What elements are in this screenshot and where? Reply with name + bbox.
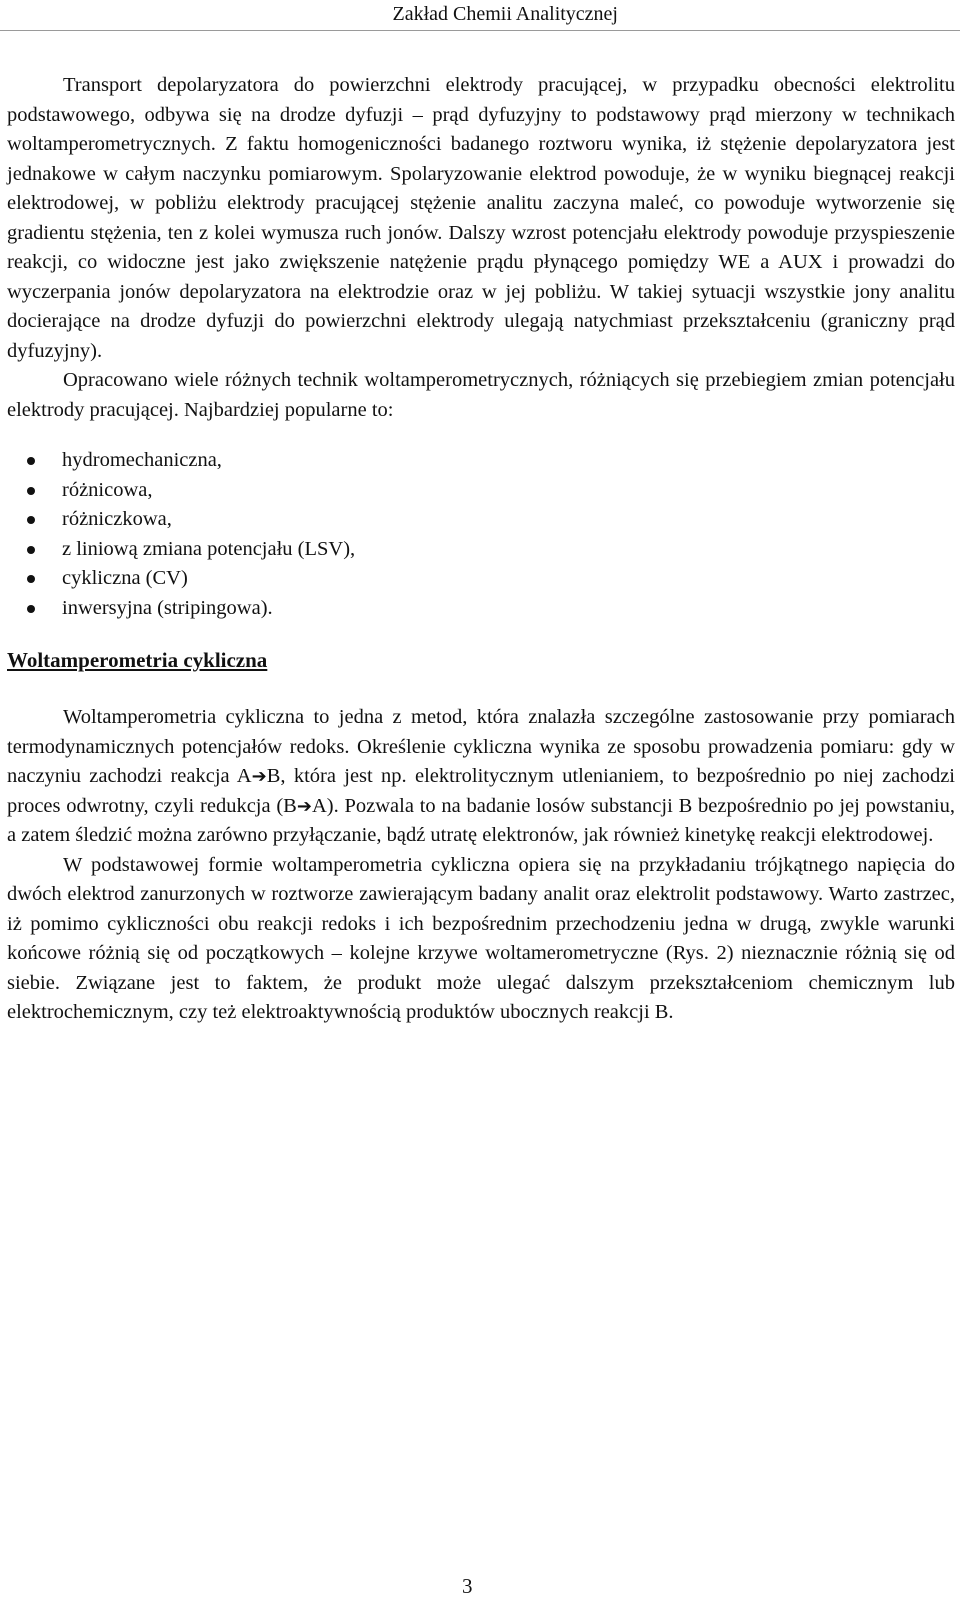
list-item xyxy=(0,505,950,535)
cv-paragraph-2: W podstawowej formie woltamperometria cykliczna opiera się na przykładaniu trójkątnego napięcia do dwóch elektrod zanurzonych w roztworze zawierającym badany analit oraz elektrolit podstawowy. Warto zastrzec, iż pomimo cykliczności obu reakcji redoks i ich bezpośrednim przechodzeniu jedna w drugą, zwykle warunki końcowe różnią się od początkowych – kolejne krzywe woltamerometryczne (Rys. 2) nieznacznie różnią się od siebie. Związane jest to faktem, że produkt może ulegać dalszym przekształceniom chemicznym lub elektrochemicznym, czy też elektroaktywnością produktów ubocznych reakcji B. xyxy=(7,853,955,1023)
cv-paragraph-1-part-b: B, która jest np. elektrolitycznym utlenianiem, to bezpośrednio po niej zachodzi proces odwrotny, czyli redukcja (B xyxy=(7,765,955,817)
list-item-text: cykliczna (CV) xyxy=(62,567,188,589)
bullet-icon xyxy=(27,546,35,554)
cv-paragraph-1-part-c: A). Pozwala to na badanie losów substancji B bezpośrednio po jej powstaniu, a zatem śledzić można zarówno przyłączanie, bądź utratę elektronów, jak również kinetykę reakcji elektrodowej. xyxy=(7,794,956,846)
right-arrow-icon: ➔ xyxy=(251,766,267,787)
bullet-icon xyxy=(27,457,35,465)
page-number: 3 xyxy=(462,1574,473,1598)
list-item xyxy=(0,594,950,624)
cyclic-voltammetry-section xyxy=(7,703,955,1028)
list-item xyxy=(0,535,950,565)
bullet-icon xyxy=(27,487,35,495)
bullet-icon xyxy=(27,575,35,583)
section-heading: Woltamperometria cykliczna xyxy=(7,648,268,672)
intro-paragraph: Transport depolaryzatora do powierzchni elektrody pracującej, w przypadku obecności elektrolitu podstawowego, odbywa się na drodze dyfuzji – prąd dyfuzyjny to podstawowy prąd mierzony w technikach woltamperometrycznych. Z faktu homogeniczności badanego roztworu wynika, iż stężenie depolaryzatora jest jednakowe w całym naczynku pomiarowym. Spolaryzowanie elektrod powoduje, że w wyniku biegnącej reakcji elektrodowej, w pobliżu elektrody pracującej stężenie analitu zaczyna maleć, co powoduje wytworzenie się gradientu stężenia, ten z kolei wymusza ruch jonów. Dalszy wzrost potencjału elektrody powoduje przyspieszenie reakcji, co widoczne jest jako zwiększenie natężenie prądu płynącego pomiędzy WE a AUX i prowadzi do wyczerpania jonów depolaryzatora na elektrodzie oraz w jej pobliżu. W takiej sytuacji wszystkie jony analitu docierające na drodze dyfuzji do powierzchni elektrody ulegają natychmiast przekształceniu (graniczny prąd dyfuzyjny). xyxy=(7,74,955,362)
intro-section xyxy=(7,71,955,425)
bullet-icon xyxy=(27,516,35,524)
cv-paragraph-1 xyxy=(7,703,955,851)
list-item-text: z liniową zmiana potencjału (LSV), xyxy=(62,537,356,560)
right-arrow-icon: ➔ xyxy=(296,795,312,817)
techniques-intro-paragraph: Opracowano wiele różnych technik woltamperometrycznych, różniących się przebiegiem zmian potencjału elektrody pracującej. Najbardziej popularne to: xyxy=(7,369,955,421)
list-item-text: inwersyjna (stripingowa). xyxy=(62,596,273,619)
bullet-icon xyxy=(27,605,35,613)
list-item-text: hydromechaniczna, xyxy=(62,449,222,471)
list-item xyxy=(0,564,950,594)
header-divider xyxy=(0,30,960,31)
list-item-text: różniczkowa, xyxy=(62,508,172,530)
list-item-text: różnicowa, xyxy=(62,478,153,501)
list-item xyxy=(0,446,950,476)
techniques-list xyxy=(0,446,950,623)
list-item xyxy=(0,476,950,506)
cv-paragraph-1-part-a: Woltamperometria cykliczna to jedna z metod, która znalazła szczególne zastosowanie przy pomiarach termodynamicznych potencjałów redoks. Określenie cykliczna wynika ze sposobu prowadzenia pomiaru: gdy w naczyniu zachodzi reakcja A xyxy=(7,706,955,787)
running-header: Zakład Chemii Analitycznej xyxy=(392,3,618,25)
